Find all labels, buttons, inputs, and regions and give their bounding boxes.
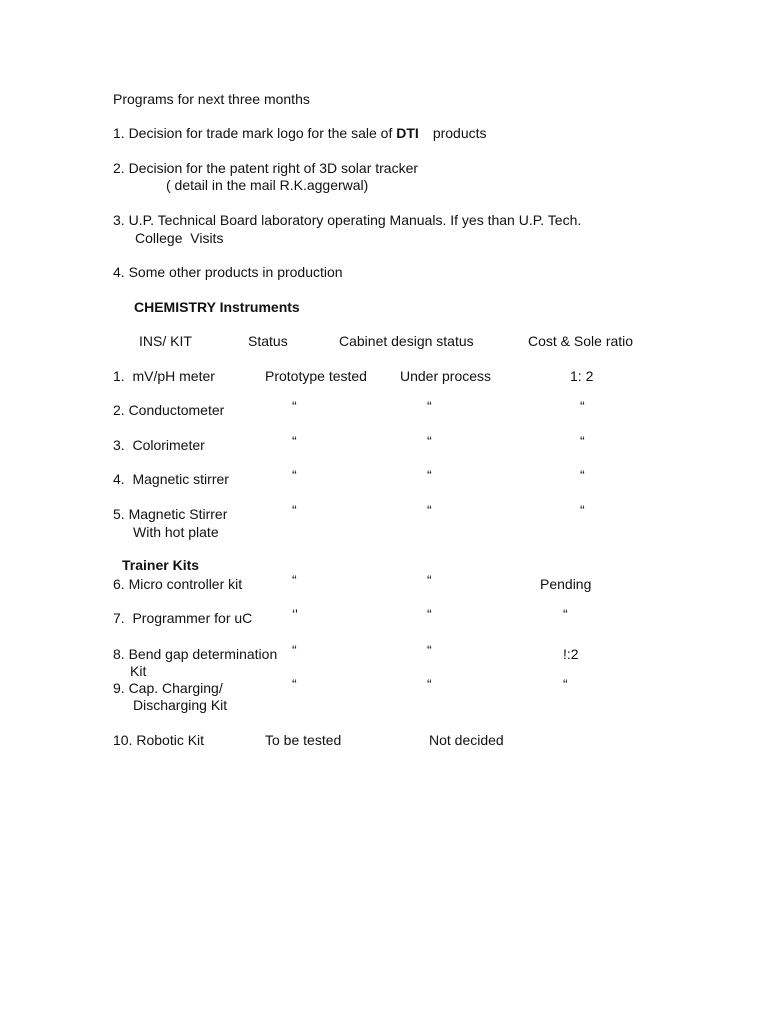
row-cabinet: “	[427, 467, 432, 483]
row-name: 3. Colorimeter	[113, 437, 205, 453]
program-item-3-continued: College Visits	[135, 230, 224, 246]
row-name: 7. Programmer for uC	[113, 610, 253, 626]
program-item-1-tail: products	[432, 125, 487, 141]
row-cost: 1: 2	[570, 368, 594, 384]
row-cabinet: “	[427, 433, 432, 449]
row-name-continued: Discharging Kit	[133, 697, 228, 713]
row-cost: “	[563, 676, 568, 692]
row-status: “	[292, 642, 297, 658]
column-header-status: Status	[248, 333, 288, 349]
row-cost: “	[580, 502, 585, 518]
program-item-1	[113, 125, 487, 142]
row-name: 8. Bend gap determination	[113, 646, 278, 662]
row-status: ‘'	[292, 606, 298, 622]
row-name-continued: With hot plate	[133, 524, 219, 540]
chemistry-heading: CHEMISTRY Instruments	[134, 299, 300, 315]
program-item-1-bold: DTI	[396, 125, 419, 141]
column-header-cabinet: Cabinet design status	[339, 333, 474, 349]
row-name: 5. Magnetic Stirrer	[113, 506, 228, 522]
program-item-4: 4. Some other products in production	[113, 264, 343, 280]
row-name: 9. Cap. Charging/	[113, 680, 223, 696]
row-name: 6. Micro controller kit	[113, 576, 243, 592]
row-cabinet: “	[427, 398, 432, 414]
row-status: “	[292, 572, 297, 588]
row-cost: “	[563, 606, 568, 622]
trainer-kits-heading: Trainer Kits	[122, 557, 200, 573]
row-cabinet: “	[427, 572, 432, 588]
row-cabinet: “	[427, 606, 432, 622]
row-status: “	[292, 398, 297, 414]
program-item-3: 3. U.P. Technical Board laboratory operating Manuals. If yes than U.P. Tech.	[113, 212, 582, 228]
column-header-ins-kit: INS/ KIT	[139, 333, 192, 349]
row-cost: !:2	[563, 646, 579, 662]
row-name: 2. Conductometer	[113, 402, 225, 418]
row-status: “	[292, 433, 297, 449]
row-cabinet: Not decided	[429, 732, 504, 748]
row-status: “	[292, 502, 297, 518]
row-name-continued: Kit	[130, 663, 147, 679]
row-name: 1. mV/pH meter	[113, 368, 215, 384]
row-cost: “	[580, 398, 585, 414]
program-item-2: 2. Decision for the patent right of 3D solar tracker	[113, 160, 419, 176]
row-cabinet: “	[427, 676, 432, 692]
page-heading: Programs for next three months	[113, 91, 310, 107]
row-cost: “	[580, 433, 585, 449]
column-header-cost: Cost & Sole ratio	[528, 333, 634, 349]
row-cabinet: Under process	[400, 368, 492, 384]
row-status: “	[292, 467, 297, 483]
program-item-2-detail: ( detail in the mail R.K.aggerwal)	[166, 177, 369, 193]
row-status: “	[292, 676, 297, 692]
program-item-1-text: 1. Decision for trade mark logo for the sale of	[113, 125, 397, 141]
row-cost: “	[580, 467, 585, 483]
row-status: Prototype tested	[265, 368, 367, 384]
row-name: 4. Magnetic stirrer	[113, 471, 229, 487]
row-cabinet: “	[427, 642, 432, 658]
row-cost: Pending	[540, 576, 592, 592]
row-name: 10. Robotic Kit	[113, 732, 205, 748]
row-cabinet: “	[427, 502, 432, 518]
row-status: To be tested	[265, 732, 342, 748]
